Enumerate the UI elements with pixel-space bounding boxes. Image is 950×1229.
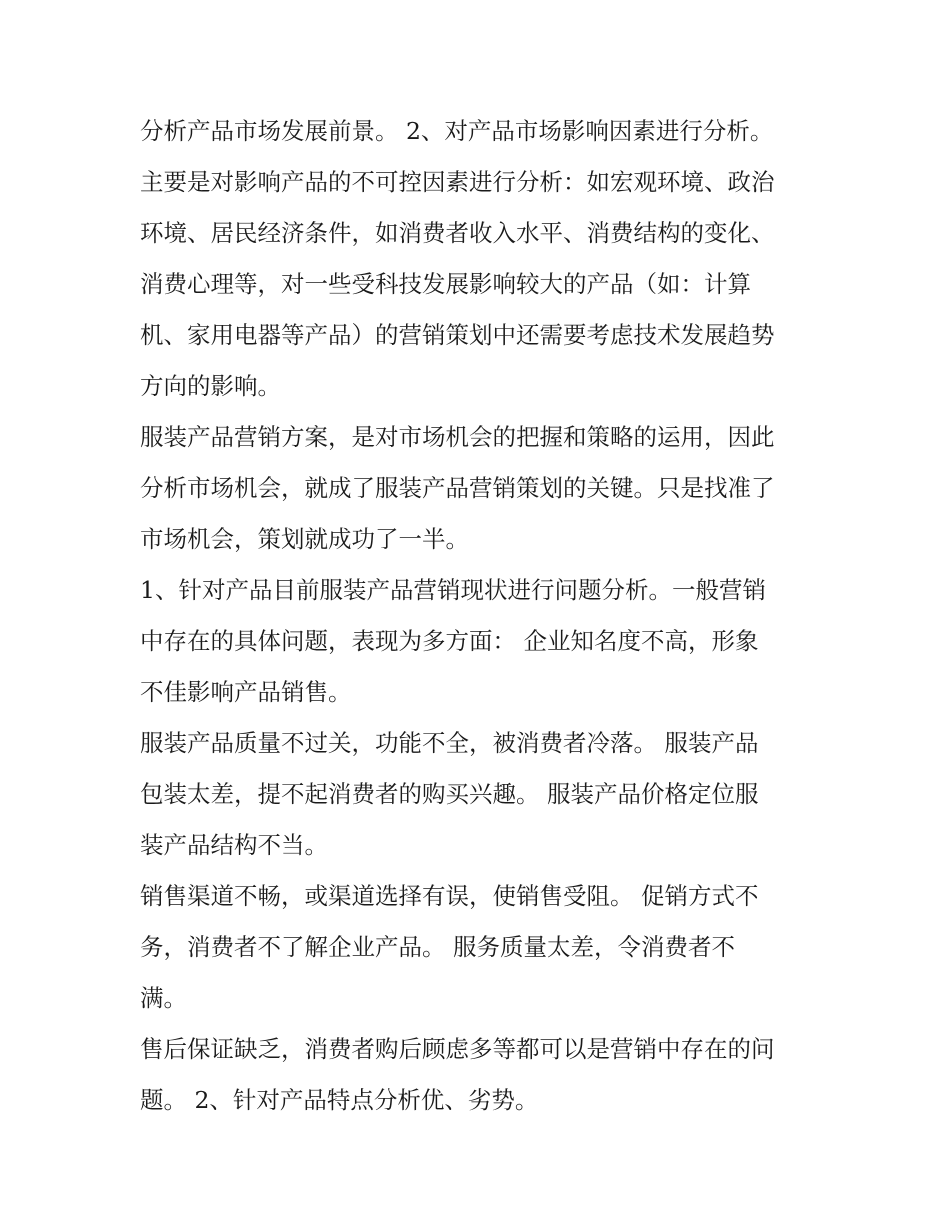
text-line: 分析产品市场发展前景。 2、对产品市场影响因素进行分析。 [140, 117, 774, 145]
text-line: 服装产品营销方案，是对市场机会的把握和策略的运用，因此 [140, 423, 775, 451]
text-line: 不佳影响产品销售。 [140, 678, 352, 706]
text-line: 包装太差，提不起消费者的购买兴趣。 服装产品价格定位服 [140, 780, 759, 808]
text-line: 主要是对影响产品的不可控因素进行分析：如宏观环境、政治 [140, 168, 775, 196]
text-line: 消费心理等，对一些受科技发展影响较大的产品（如：计算 [140, 270, 751, 298]
text-line: 售后保证缺乏，消费者购后顾虑多等都可以是营销中存在的问 [140, 1035, 775, 1063]
text-line: 1、针对产品目前服装产品营销现状进行问题分析。一般营销 [140, 576, 766, 604]
text-line: 销售渠道不畅，或渠道选择有误，使销售受阻。 促销方式不 [140, 882, 759, 910]
text-line: 环境、居民经济条件，如消费者收入水平、消费结构的变化、 [140, 219, 775, 247]
text-line: 务，消费者不了解企业产品。 服务质量太差，令消费者不 [140, 933, 735, 961]
text-line: 分析市场机会，就成了服装产品营销策划的关键。只是找准了 [140, 474, 775, 502]
text-line: 装产品结构不当。 [140, 831, 328, 859]
text-line: 方向的影响。 [140, 372, 281, 400]
text-line: 题。 2、针对产品特点分析优、劣势。 [140, 1086, 539, 1114]
text-line: 服装产品质量不过关，功能不全，被消费者冷落。 服装产品 [140, 729, 759, 757]
text-line: 机、家用电器等产品）的营销策划中还需要考虑技术发展趋势 [140, 321, 775, 349]
text-line: 市场机会，策划就成功了一半。 [140, 525, 469, 553]
body-text [140, 106, 820, 1126]
text-line: 满。 [140, 984, 187, 1012]
text-line: 中存在的具体问题，表现为多方面： 企业知名度不高，形象 [140, 627, 759, 655]
